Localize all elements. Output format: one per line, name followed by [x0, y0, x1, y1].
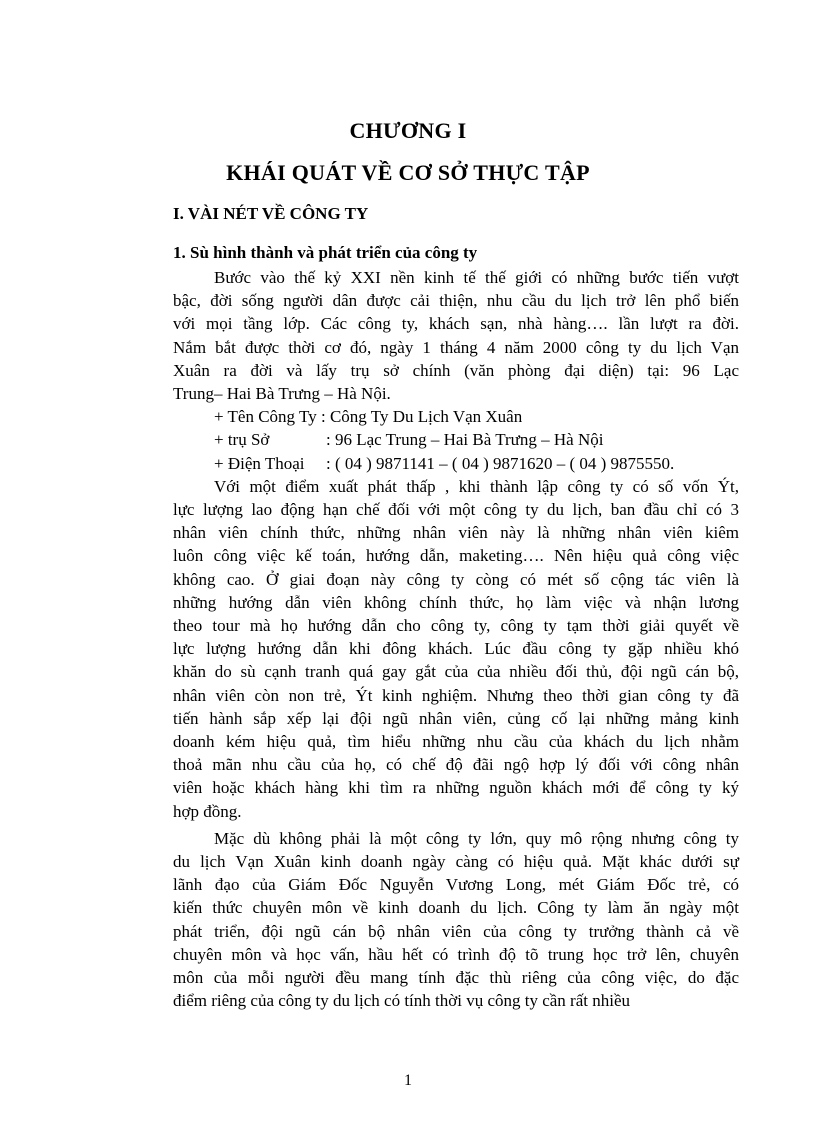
para2-line: những hướng dẫn viên không chính thức, họ làm việc và nhận lương — [173, 592, 739, 612]
page-number: 1 — [404, 1072, 412, 1089]
para2-line: không cao. Ở giai đoạn này công ty còng có mét số cộng tác viên là — [173, 569, 739, 589]
para2-line: nhân viên chính thức, những nhân viên này là những nhân viên kiêm — [173, 523, 739, 543]
para2-line: lực lượng hướng dẫn khi đông khách. Lúc đầu công ty gặp nhiều khó — [173, 639, 739, 659]
para2-line: thoả mãn nhu cầu của họ, có chế độ đãi ngộ hợp lý đối với công nhân — [173, 755, 739, 775]
company-office-row — [214, 428, 603, 452]
company-phone-row — [214, 452, 674, 476]
para2-line: khăn do sù cạnh tranh quá gay gắt của của nhiều đối thủ, đội ngũ cán bộ, — [173, 662, 739, 682]
chapter-number: CHƯƠNG I — [349, 118, 467, 143]
para2-line: nhân viên còn non trẻ, Ýt kinh nghiệm. Nhưng theo thời gian công ty đã — [173, 685, 739, 705]
para2-line: luôn công việc kế toán, hướng dẫn, maketing…. Nên hiệu quả công việc — [173, 546, 739, 566]
company-phone-label: + Điện Thoại — [214, 453, 305, 473]
para2-line: viên hoặc khách hàng khi tìm ra những nguồn khách mới để công ty ký — [173, 778, 739, 798]
para1-line: Nắm bắt được thời cơ đó, ngày 1 tháng 4 năm 2000 công ty du lịch Vạn — [173, 337, 739, 357]
company-office-label: + trụ Sở — [214, 430, 270, 450]
para3-line: điểm riêng của công ty du lịch có tính thời vụ công ty cần rất nhiều — [173, 991, 631, 1011]
para2-line: theo tour mà họ hướng dẫn cho công ty, công ty tạm thời giải quyết về — [173, 616, 739, 635]
company-name-value: : Công Ty Du Lịch Vạn Xuân — [321, 407, 523, 427]
para2-line: lực lượng lao động hạn chế đối với một công ty du lịch, ban đầu chỉ có 3 — [173, 500, 739, 519]
para3-line: chuyên môn và học vấn, hầu hết có trình độ tõ trung học trở lên, chuyên — [173, 944, 739, 964]
para3-line: du lịch Vạn Xuân kinh doanh ngày càng có hiệu quả. Mặt khác dưới sự — [173, 852, 739, 871]
para3-line: lãnh đạo của Giám Đốc Nguyễn Vương Long, mét Giám Đốc trẻ, có — [173, 875, 739, 895]
para1-line: Trung– Hai Bà Trưng – Hà Nội. — [173, 384, 391, 403]
company-office-value: : 96 Lạc Trung – Hai Bà Trưng – Hà Nội — [326, 430, 604, 450]
para3-line: Mặc dù không phải là một công ty lớn, quy mô rộng nhưng công ty — [214, 828, 739, 848]
para1-line: bậc, đời sống người dân được cải thiện, nhu cầu du lịch trở lên phổ biến — [173, 291, 739, 311]
para3-line: kiến thức chuyên môn về kinh doanh du lịch. Công ty làm ăn ngày một — [173, 898, 739, 918]
section-heading: I. VÀI NÉT VỀ CÔNG TY — [173, 204, 369, 223]
para1-line: Xuân ra đời và lấy trụ sở chính (văn phòng đại diện) tại: 96 Lạc — [173, 360, 739, 380]
para2-line: Với một điểm xuất phát thấp , khi thành lập công ty có số vốn Ýt, — [214, 476, 739, 496]
para1-line: Bước vào thế kỷ XXI nền kinh tế thế giới có những bước tiến vượt — [214, 268, 739, 287]
para1-line: với mọi tầng lớp. Các công ty, khách sạn, nhà hàng…. lần lượt ra đời. — [173, 314, 739, 334]
para2-line: hợp đồng. — [173, 801, 242, 821]
company-name-row — [214, 405, 522, 429]
company-name-label: + Tên Công Ty — [214, 407, 317, 427]
para2-line: doanh kém hiệu quả, tìm hiểu những nhu cầu của khách du lịch nhằm — [173, 732, 739, 751]
para2-line: tiến hành sắp xếp lại đội ngũ nhân viên, củng cố lại những mảng kinh — [173, 708, 739, 728]
para3-line: môn của mỗi người đều mang tính đặc thù riêng của công việc, do đặc — [173, 968, 739, 987]
company-phone-value: : ( 04 ) 9871141 – ( 04 ) 9871620 – ( 04 ) 9875550. — [326, 453, 675, 473]
chapter-title: KHÁI QUÁT VỀ CƠ SỞ THỰC TẬP — [226, 160, 590, 185]
para3-line: phát triển, đội ngũ cán bộ nhân viên của công ty trưởng thành cả về — [173, 921, 739, 941]
subsection-heading: 1. Sù hình thành và phát triển của công ty — [173, 243, 478, 262]
